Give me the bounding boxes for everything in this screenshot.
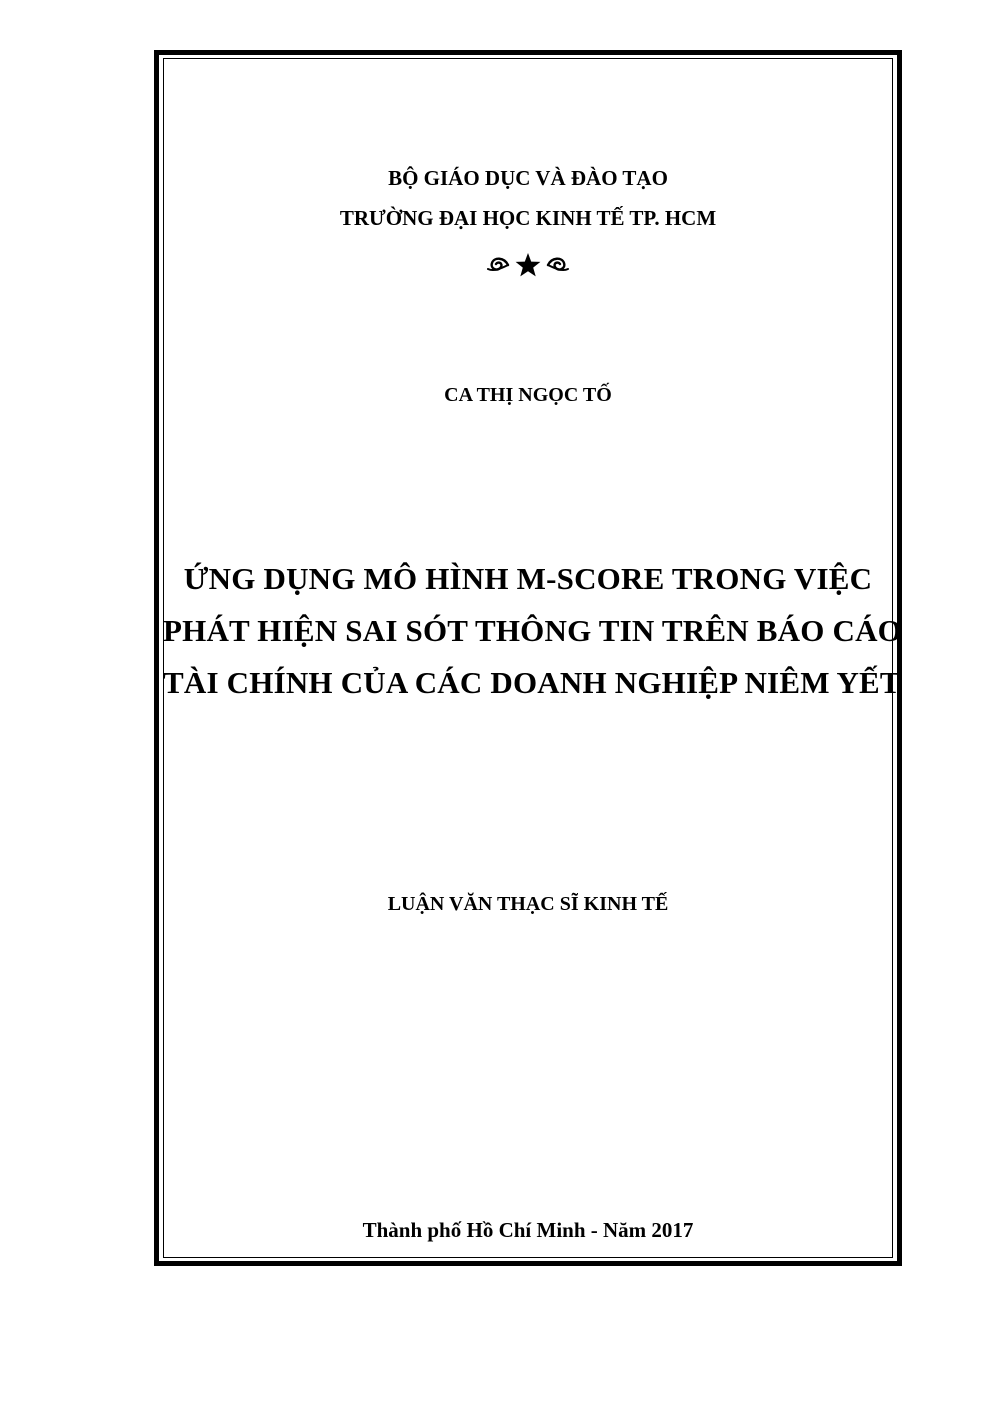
ornament-svg [478, 250, 578, 280]
university-name: TRƯỜNG ĐẠI HỌC KINH TẾ TP. HCM [339, 206, 717, 230]
ministry-name: BỘ GIÁO DỤC VÀ ĐÀO TẠO [388, 166, 668, 190]
degree-type: LUẬN VĂN THẠC SĨ KINH TẾ [387, 893, 669, 915]
thesis-title-line: PHÁT HIỆN SAI SÓT THÔNG TIN TRÊN BÁO CÁO [163, 613, 902, 648]
fleuron-star-divider-icon [163, 250, 893, 280]
author-name: CA THỊ NGỌC TỐ [444, 384, 612, 406]
thesis-title-line: TÀI CHÍNH CỦA CÁC DOANH NGHIỆP NIÊM YẾT [163, 665, 901, 700]
place-and-year: Thành phố Hồ Chí Minh - Năm 2017 [362, 1218, 694, 1242]
thesis-title [163, 553, 902, 709]
thesis-title-line: ỨNG DỤNG MÔ HÌNH M-SCORE TRONG VIỆC [183, 561, 873, 596]
